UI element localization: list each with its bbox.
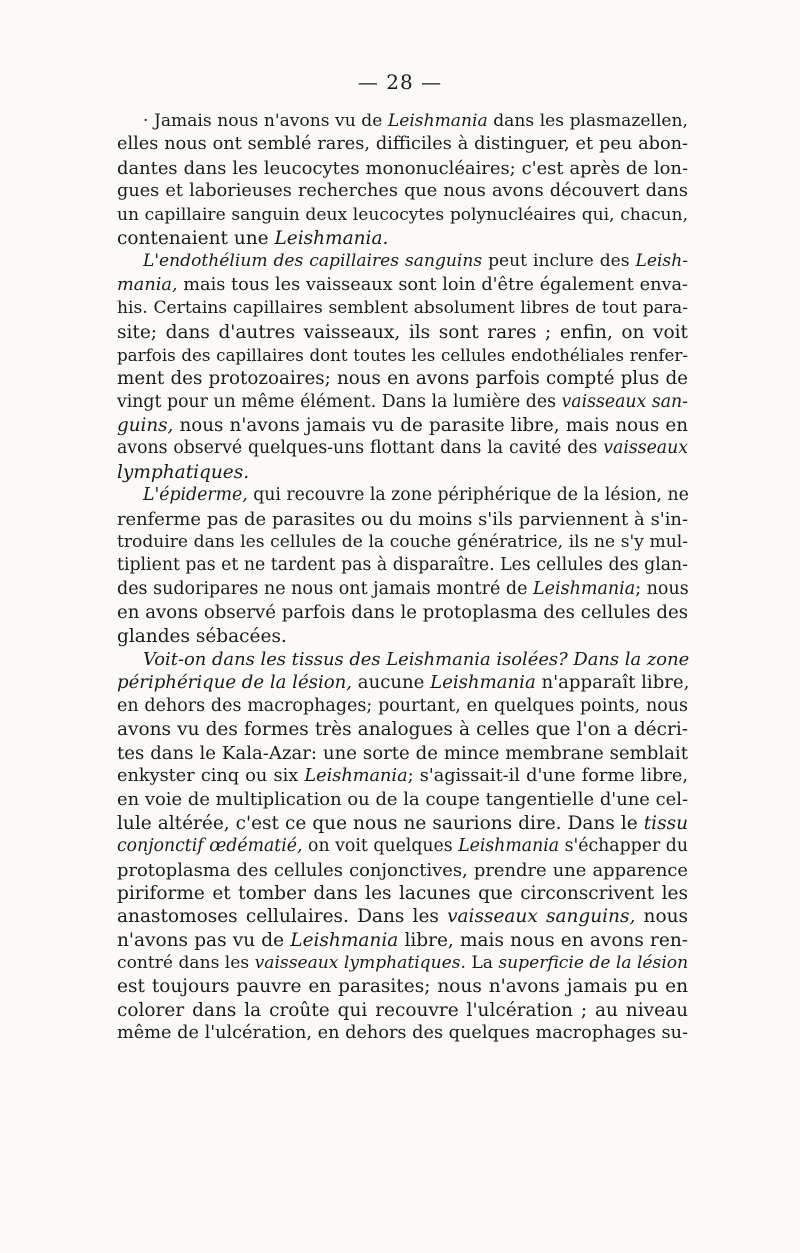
text-segment: tiplient pas et ne tardent pas à disparaître. Les cellules des glan- bbox=[117, 555, 688, 576]
text-line bbox=[117, 344, 688, 367]
text-segment: peut inclure des bbox=[482, 251, 636, 272]
text-segment: mais tous les vaisseaux sont loin d'être également enva- bbox=[177, 274, 688, 295]
text-segment: avons observé quelques-uns flottant dans la cavité des bbox=[117, 438, 604, 459]
italic-text: vaisseaux sanguins, bbox=[447, 906, 636, 928]
text-segment: glandes sébacées. bbox=[117, 625, 287, 647]
text-segment: s'échapper du bbox=[559, 836, 688, 857]
text-line bbox=[117, 952, 688, 975]
text-line bbox=[117, 367, 688, 390]
text-segment: libre, mais nous en avons ren- bbox=[398, 929, 688, 951]
text-line bbox=[117, 835, 688, 858]
italic-text: L'endothélium des capillaires sanguins bbox=[143, 251, 483, 272]
italic-text: vaisseaux lymphatiques. bbox=[254, 953, 466, 974]
text-segment: ; s'agissait-il d'une forme libre, bbox=[407, 765, 688, 786]
text-segment: renferme pas de parasites ou du moins s'ils parviennent à s'in- bbox=[117, 508, 688, 530]
text-line bbox=[117, 227, 688, 250]
italic-text: Leishmania. bbox=[274, 227, 389, 249]
text-segment: en avons observé parfois dans le protoplasma des cellules des bbox=[117, 602, 688, 624]
text-line bbox=[117, 274, 688, 297]
text-segment: n'apparaît libre, bbox=[535, 672, 690, 694]
text-line bbox=[117, 788, 688, 811]
text-line bbox=[117, 882, 688, 905]
italic-text: lymphatiques. bbox=[117, 461, 250, 483]
text-line bbox=[117, 554, 688, 577]
text-line bbox=[117, 321, 688, 344]
text-segment: on voit quelques bbox=[302, 836, 459, 857]
italic-text: Leish- bbox=[635, 251, 688, 272]
text-line bbox=[117, 671, 688, 694]
text-line bbox=[117, 812, 688, 835]
text-line bbox=[117, 531, 688, 554]
text-segment: n'avons pas vu de bbox=[117, 929, 291, 951]
text-line bbox=[117, 695, 688, 718]
text-segment: gues et laborieuses recherches que nous avons découvert dans bbox=[117, 181, 688, 202]
text-line bbox=[117, 648, 688, 671]
text-line bbox=[117, 601, 688, 624]
italic-text: Leishmania bbox=[430, 672, 536, 694]
italic-text: vaisseaux san- bbox=[561, 391, 688, 412]
text-line bbox=[117, 718, 688, 741]
text-segment: ment des protozoaires; nous en avons parfois compté plus de bbox=[117, 368, 688, 390]
text-line bbox=[117, 391, 688, 414]
text-segment: tes dans le Kala-Azar: une sorte de mince membrane semblait bbox=[117, 742, 688, 764]
text-segment: elles nous ont semblé rares, difficiles à distinguer, et peu abon- bbox=[117, 134, 688, 155]
text-segment: nous n'avons jamais vu de parasite libre, mais nous en bbox=[173, 415, 688, 437]
text-segment: La bbox=[465, 953, 499, 974]
text-segment: protoplasma des cellules conjonctives, prendre une apparence bbox=[117, 859, 688, 881]
text-segment: qui recouvre la zone périphérique de la lésion, ne bbox=[247, 485, 689, 506]
text-segment: site; dans d'autres vaisseaux, ils sont rares ; enfin, on voit bbox=[117, 321, 688, 343]
text-segment: dans les plasmazellen, bbox=[487, 111, 688, 131]
text-line bbox=[117, 999, 688, 1022]
text-line bbox=[117, 578, 688, 601]
italic-text: tissu bbox=[643, 812, 688, 834]
text-segment: enkyster cinq ou six bbox=[117, 765, 305, 786]
text-line bbox=[117, 204, 688, 227]
text-segment: ; nous bbox=[635, 578, 689, 599]
text-segment: anastomoses cellulaires. Dans les bbox=[117, 906, 448, 928]
text-line bbox=[117, 905, 688, 928]
text-line bbox=[117, 110, 688, 133]
text-segment: avons vu des formes très analogues à celles que l'on a décri- bbox=[117, 719, 688, 741]
text-segment: lule altérée, c'est ce que nous ne saurions dire. Dans le bbox=[117, 812, 644, 834]
text-line bbox=[117, 929, 688, 952]
text-segment: en dehors des macrophages; pourtant, en quelques points, nous bbox=[117, 695, 688, 716]
text-line bbox=[117, 157, 688, 180]
italic-text: Leishmania bbox=[458, 836, 560, 857]
italic-text: périphérique de la lésion, bbox=[117, 672, 353, 694]
italic-text: L'épiderme, bbox=[143, 485, 248, 506]
text-segment: en voie de multiplication ou de la coupe tangentielle d'une cel- bbox=[117, 789, 688, 811]
text-segment: troduire dans les cellules de la couche génératrice, ils ne s'y mul- bbox=[117, 532, 688, 553]
text-line bbox=[117, 250, 688, 273]
text-line bbox=[117, 437, 688, 460]
text-segment: aucune bbox=[352, 672, 431, 694]
page-number: — 28 — bbox=[357, 70, 443, 94]
text-segment: vingt pour un même élément. Dans la lumière des bbox=[117, 391, 562, 412]
text-segment: un capillaire sanguin deux leucocytes polynucléaires qui, chacun, bbox=[117, 204, 688, 225]
text-line bbox=[117, 742, 688, 765]
text-segment: his. Certains capillaires semblent absolument libres de tout para- bbox=[117, 298, 688, 319]
italic-text: superficie de la lésion bbox=[498, 953, 689, 974]
italic-text: Leishmania bbox=[290, 929, 399, 951]
body-text bbox=[117, 110, 688, 1046]
text-line bbox=[117, 1022, 688, 1045]
italic-text: mania, bbox=[117, 274, 178, 295]
text-line bbox=[117, 297, 688, 320]
text-line bbox=[117, 484, 688, 507]
text-segment: parfois des capillaires dont toutes les cellules endothéliales renfer- bbox=[117, 344, 688, 365]
text-line bbox=[117, 461, 688, 484]
text-segment: contré dans les bbox=[117, 953, 255, 974]
text-line bbox=[117, 765, 688, 788]
italic-text: Voit-on dans les tissus des Leishmania isolées? Dans la zone bbox=[143, 648, 690, 670]
text-segment: est toujours pauvre en parasites; nous n'avons jamais pu en bbox=[117, 976, 688, 998]
text-segment: des sudoripares ne nous ont jamais montré de bbox=[117, 578, 534, 599]
text-line bbox=[117, 180, 688, 203]
text-segment: dantes dans les leucocytes mononucléaires; c'est après de lon- bbox=[117, 157, 688, 179]
text-line bbox=[117, 133, 688, 156]
text-line bbox=[117, 414, 688, 437]
italic-text: conjonctif œdématié, bbox=[117, 836, 303, 857]
text-segment: nous bbox=[635, 906, 688, 928]
italic-text: guins, bbox=[117, 415, 174, 437]
text-line bbox=[117, 859, 688, 882]
text-segment: colorer dans la croûte qui recouvre l'ulcération ; au niveau bbox=[117, 999, 688, 1021]
italic-text: Leishmania bbox=[304, 765, 408, 786]
italic-text: vaisseaux bbox=[603, 438, 688, 459]
text-segment: · Jamais nous n'avons vu de bbox=[143, 111, 388, 131]
text-segment: piriforme et tomber dans les lacunes que circonscrivent les bbox=[117, 882, 688, 904]
text-line bbox=[117, 508, 688, 531]
text-segment: même de l'ulcération, en dehors des quelques macrophages su- bbox=[117, 1023, 688, 1044]
text-segment: contenaient une bbox=[117, 227, 275, 249]
text-line bbox=[117, 975, 688, 998]
italic-text: Leishmania bbox=[387, 111, 488, 131]
italic-text: Leishmania bbox=[533, 578, 636, 599]
text-line bbox=[117, 625, 688, 648]
